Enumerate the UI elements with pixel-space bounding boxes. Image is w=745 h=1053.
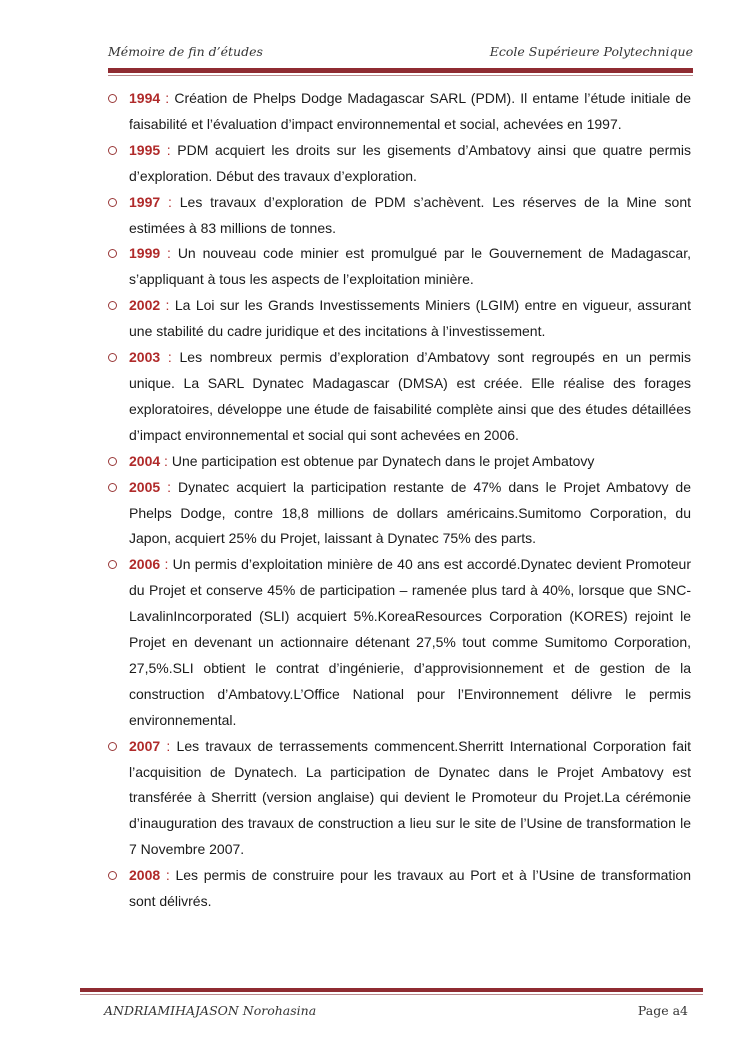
year-separator: :: [160, 478, 178, 495]
timeline-item: [108, 241, 691, 293]
timeline-text: Les travaux d’exploration de PDM s’achèvent. Les réserves de la Mine sont estimées à 83 millions de tonnes.: [129, 193, 692, 236]
timeline-text: Un nouveau code minier est promulgué par le Gouvernement de Madagascar, s’appliquant à tous les aspects de l’exploitation minière.: [129, 245, 692, 288]
timeline-text: Une participation est obtenue par Dynatech dans le projet Ambatovy: [171, 452, 595, 469]
year-separator: :: [160, 452, 172, 469]
year-separator: :: [160, 193, 180, 210]
page-header: [108, 44, 693, 66]
timeline-item: [108, 734, 691, 864]
timeline-year: 2002: [129, 297, 161, 314]
year-separator: :: [160, 245, 178, 262]
header-thesis-title: Mémoire de fin d’études: [108, 44, 263, 59]
circle-bullet-icon: [108, 353, 117, 362]
year-separator: :: [160, 867, 176, 884]
header-rule-thin: [108, 75, 693, 76]
timeline-content: [108, 86, 691, 915]
timeline-item: [108, 293, 691, 345]
timeline-year: 1997: [129, 193, 161, 210]
timeline-year: 2005: [129, 478, 161, 495]
circle-bullet-icon: [108, 742, 117, 751]
circle-bullet-icon: [108, 483, 117, 492]
timeline-text: Dynatec acquiert la participation restante de 47% dans le Projet Ambatovy de Phelps Dodge, contre 18,8 millions de dollars américains.Sumitomo Corporation, du Japon, acquiert 25% du Projet, laissant à Dynatec 75% des parts.: [129, 478, 692, 547]
circle-bullet-icon: [108, 249, 117, 258]
timeline-text: Création de Phelps Dodge Madagascar SARL (PDM). Il entame l’étude initiale de faisabilité et l’évaluation d’impact environnemental et social, achevées en 1997.: [129, 90, 692, 132]
timeline-year: 2007: [129, 737, 161, 754]
year-separator: :: [160, 90, 175, 106]
timeline-item: [108, 190, 691, 242]
timeline-item: [108, 863, 691, 915]
timeline-item: [108, 449, 691, 475]
timeline-text: Les nombreux permis d’exploration d’Ambatovy sont regroupés en un permis unique. La SARL Dynatec Madagascar (DMSA) est créée. Elle réalise des forages exploratoires, développe une étude de faisabilité complète ainsi que des études détaillées d’impact environnemental et social qui sont achevées en 2006.: [129, 349, 692, 443]
footer-rule-thin: [80, 994, 703, 995]
timeline-year: 2004: [129, 452, 161, 469]
circle-bullet-icon: [108, 301, 117, 310]
timeline-item: [108, 345, 691, 449]
year-separator: :: [160, 349, 180, 366]
timeline-item: [108, 475, 691, 553]
circle-bullet-icon: [108, 560, 117, 569]
timeline-year: 1995: [129, 141, 161, 158]
circle-bullet-icon: [108, 94, 117, 103]
year-separator: :: [160, 297, 175, 314]
timeline-item: [108, 552, 691, 733]
header-school-name: Ecole Supérieure Polytechnique: [489, 44, 693, 59]
footer-page-number: Page a4: [637, 1003, 688, 1018]
page-footer: [104, 1003, 688, 1023]
footer-rule: [80, 988, 703, 992]
timeline-year: 2006: [129, 556, 161, 573]
timeline-item: [108, 138, 691, 190]
header-rule: [108, 68, 693, 73]
timeline-text: Les permis de construire pour les travaux au Port et à l’Usine de transformation sont délivrés.: [129, 867, 692, 910]
timeline-year: 1994: [129, 90, 161, 106]
timeline-text: Un permis d’exploitation minière de 40 ans est accordé.Dynatec devient Promoteur du Projet et conserve 45% de participation – ramenée plus tard à 40%, lorsque que SNC-LavalinIncorporated (SLI) acquiert 5%.KoreaResources Corporation (KORES) rejoint le Projet en devenant un actionnaire détenant 27,5% tout comme Sumitomo Corporation, 27,5%.SLI obtient le contrat d’ingénierie, d’approvisionnement et de gestion de la construction d’Ambatovy.L’Office National pour l’Environnement délivre le permis environnemental.: [129, 556, 691, 728]
circle-bullet-icon: [108, 871, 117, 880]
year-separator: :: [160, 556, 173, 573]
timeline-year: 2008: [129, 867, 161, 884]
timeline-list: [108, 86, 691, 915]
timeline-year: 2003: [129, 349, 161, 366]
circle-bullet-icon: [108, 146, 117, 155]
timeline-text: PDM acquiert les droits sur les gisements d’Ambatovy ainsi que quatre permis d’exploration. Début des travaux d’exploration.: [129, 141, 692, 184]
circle-bullet-icon: [108, 198, 117, 207]
footer-author: ANDRIAMIHAJASON Norohasina: [104, 1003, 317, 1018]
timeline-text: Les travaux de terrassements commencent.Sherritt International Corporation fait l’acquisition de Dynatech. La participation de Dynatec dans le Projet Ambatovy est transférée à Sherritt (version anglaise) qui devient le Promoteur du Projet.La cérémonie d’inauguration des travaux de construction a lieu sur le site de l’Usine de transformation le 7 Novembre 2007.: [129, 737, 691, 858]
circle-bullet-icon: [108, 457, 117, 466]
timeline-text: La Loi sur les Grands Investissements Miniers (LGIM) entre en vigueur, assurant une stabilité du cadre juridique et des incitations à l’investissement.: [129, 297, 691, 340]
year-separator: :: [160, 141, 178, 158]
timeline-item: [108, 86, 691, 138]
timeline-year: 1999: [129, 245, 161, 262]
year-separator: :: [160, 737, 177, 754]
